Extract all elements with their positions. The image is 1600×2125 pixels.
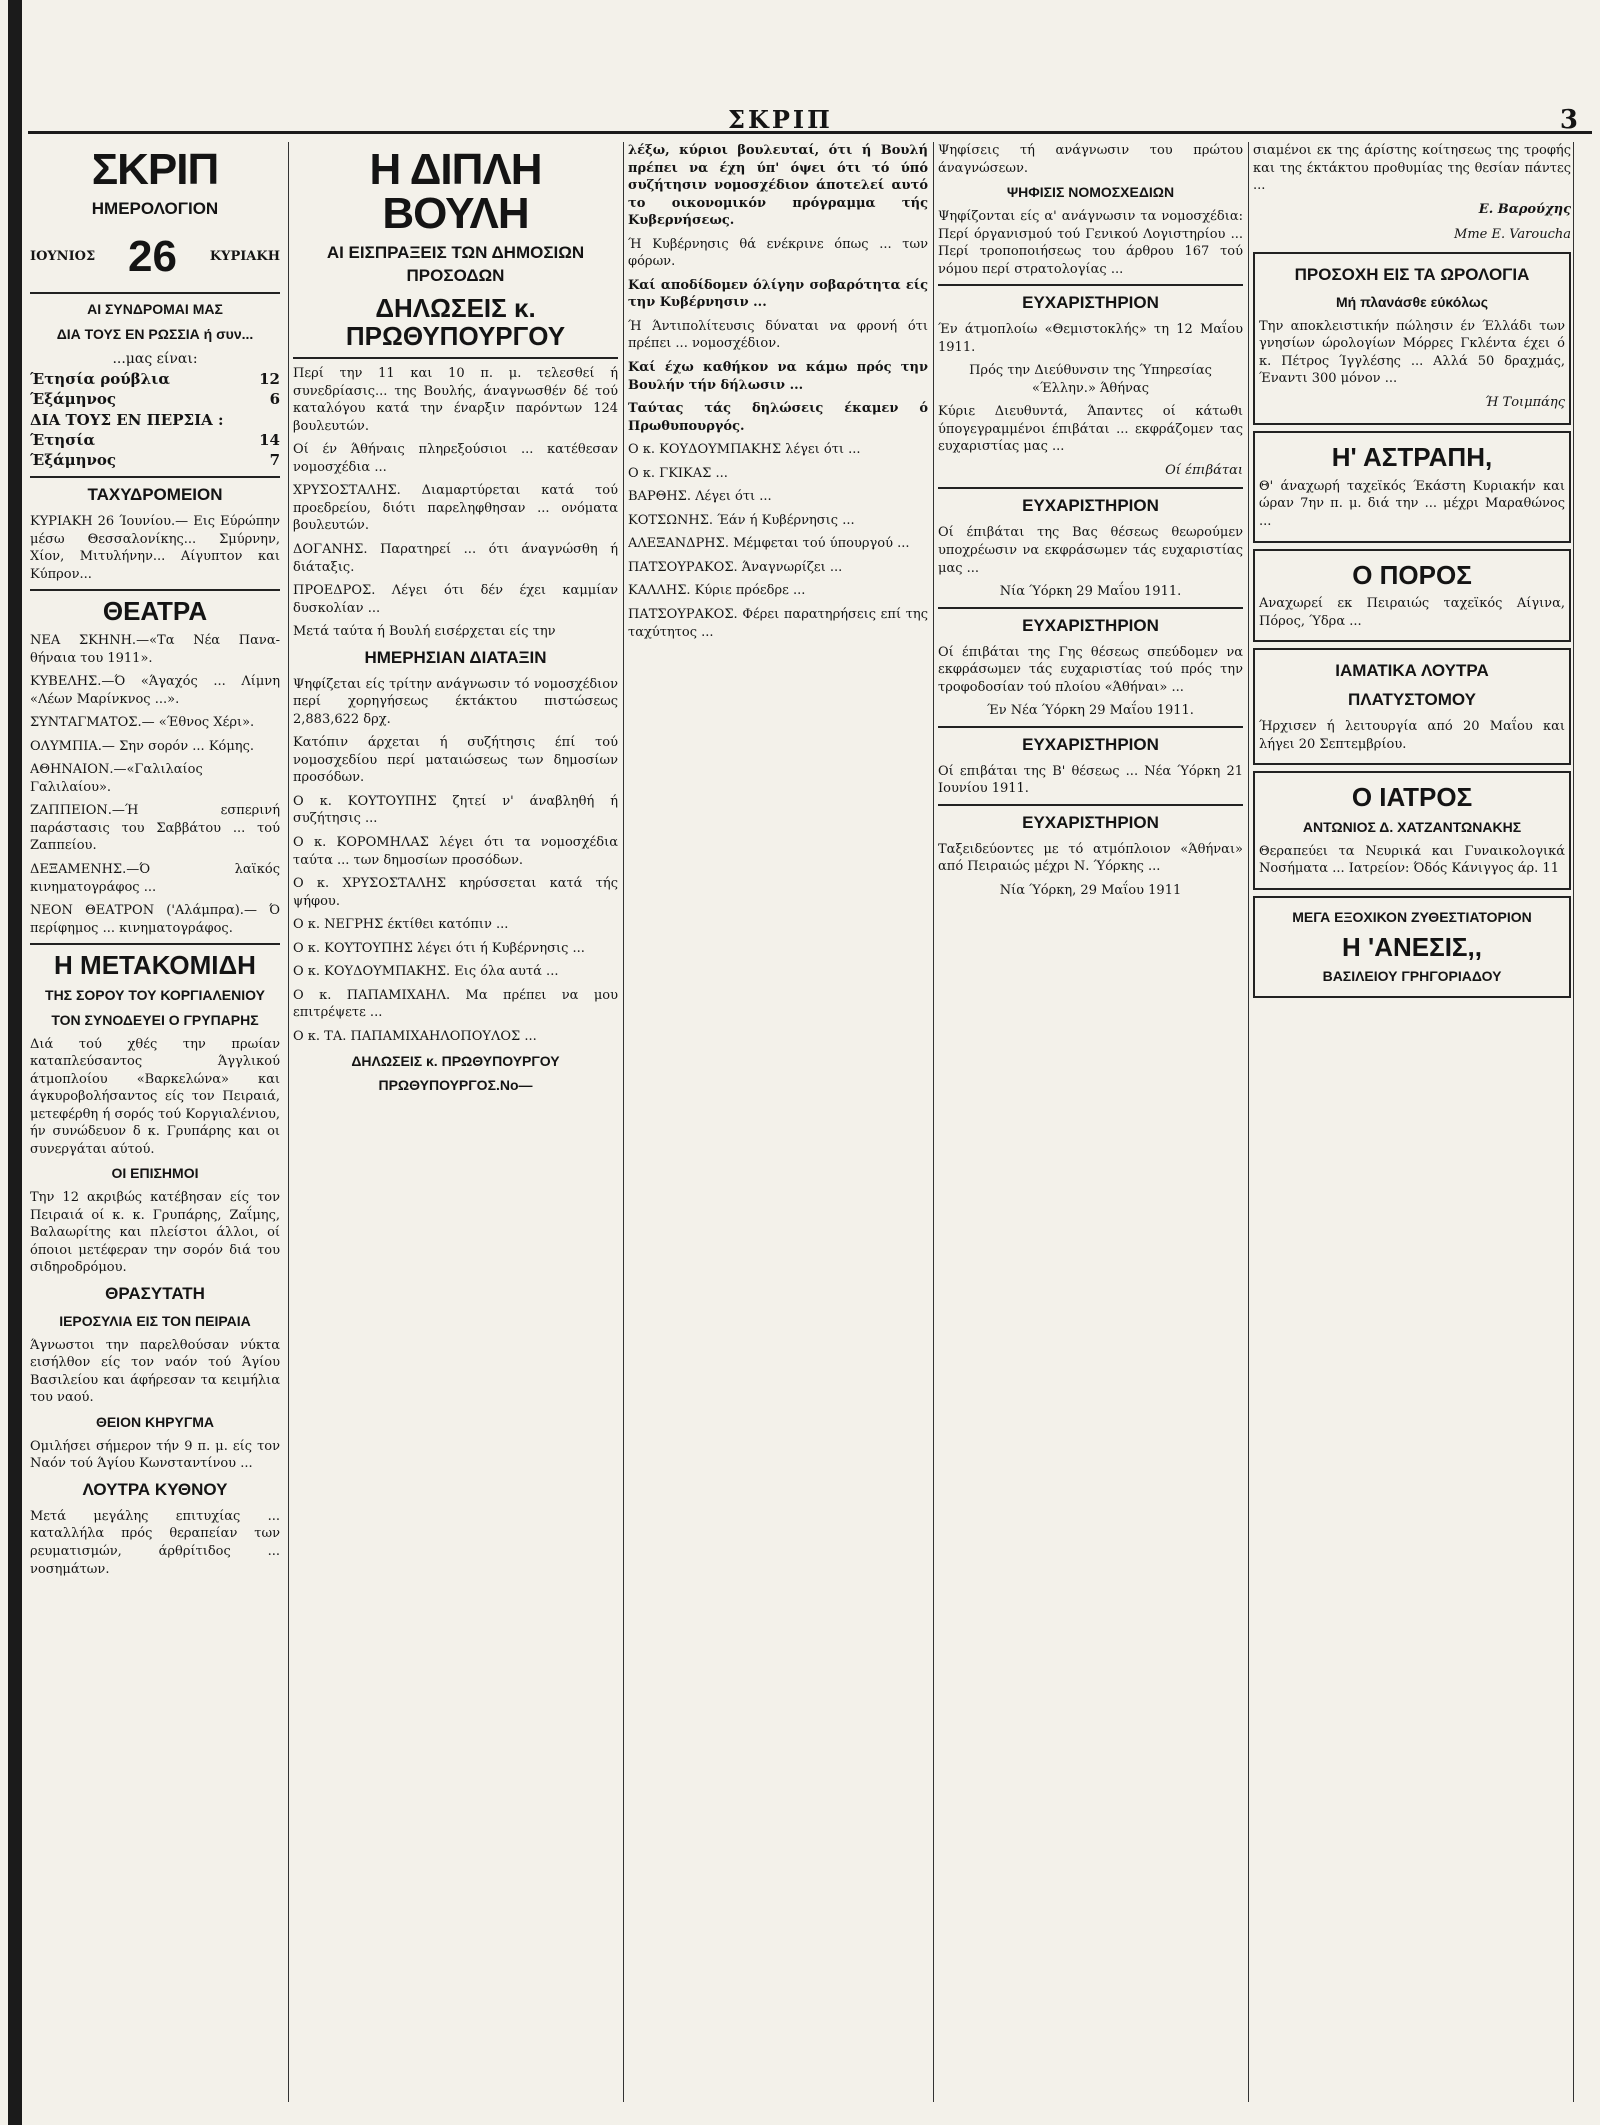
- shop-owner: ΒΑΣΙΛΕΙΟΥ ΓΡΗΓΟΡΙΑΔΟΥ: [1322, 968, 1502, 985]
- theatre-item: ΖΑΠΠΕΙΟΝ.—Ή εσπερινή παράστασις του Σαββάτου ... τού Ζαππείου.: [30, 803, 280, 854]
- column-divider: [1573, 142, 1574, 2102]
- theatre-item: ΑΘΗΝΑΙΟΝ.—«Γαλιλαίος Γαλιλαίου».: [30, 762, 203, 795]
- page-number: 3: [1559, 105, 1578, 135]
- article-paragraph: Οί έν Άθήναις πληρεξούσιοι ... κατέθεσαν νομοσχέδια ...: [293, 442, 618, 475]
- article-paragraph: Κατόπιν άρχεται ή συζήτησις έπί τού νομοσχεδίου περί ματαιώσεως των δημοσίων προσόδων.: [293, 735, 618, 786]
- shop-name: Η 'ΑΝΕΣΙΣ,,: [1342, 931, 1482, 962]
- astrapi-text: Θ' άναχωρή ταχεϊκός Έκάστη Κυριακήν και ώραν 7ην π. μ. διά την ... μέχρι Μαραθώνος ...: [1259, 478, 1565, 529]
- theatre-item: ΝΕΟΝ ΘΕΑΤΡΟΝ ('Αλάμπρα).— Ό περίφημος ... κινηματογράφος.: [30, 903, 280, 936]
- column-divider: [1248, 142, 1249, 2102]
- article-paragraph: ΧΡΥΣΟΣΤΑΛΗΣ. Διαμαρτύρεται κατά τού προεδρείου, διότι παρεληφθησαν ... ονόματα βουλευτών.: [293, 483, 618, 534]
- article-paragraph: ΚΑΛΛΗΣ. Κύριε πρόεδρε ...: [628, 583, 806, 599]
- divider: [30, 292, 280, 294]
- article-paragraph: Μετά ταύτα ή Βουλή εισέρχεται είς την: [293, 624, 556, 640]
- article-paragraph: ΠΡΟΕΔΡΟΣ. Λέγει ότι δέν έχει καμμίαν δυσκολίαν ...: [293, 583, 618, 616]
- theatre-item: ΝΕΑ ΣΚΗΝΗ.—«Τα Νέα Πανα-θήναια του 1911».: [30, 632, 280, 666]
- article-paragraph: Καί αποδίδομεν όλίγην σοβαρότητα είς την Κυβέρνησιν ...: [628, 277, 928, 311]
- post-head: ΤΑΧΥΔΡΟΜΕΙΟΝ: [87, 485, 223, 505]
- thanks-text: Κύριε Διευθυντά, Άπαντες οί κάτωθι ύπογεγραμμένοι έπιβάται ... εκφράζομεν τας ευχαριστίας μας ...: [938, 404, 1243, 455]
- watch-sign: Ή Τοιμπάης: [1484, 394, 1565, 410]
- divider: [938, 726, 1243, 728]
- theatre-item: ΣΥΝΤΑΓΜΑΤΟΣ.— «Έθνος Χέρι».: [30, 715, 255, 731]
- signature: Ε. Βαρούχης: [1478, 201, 1571, 217]
- column-divider: [623, 142, 624, 2102]
- post-text: ΚΥΡΙΑΚΗ 26 Ίουνίου.— Εις Εύρώπην μέσω Θεσσαλονίκης... Σμύρνην, Χίον, Μιτυλήνην... Αίγυπτον και Κύπρον...: [30, 514, 280, 582]
- thanks-to: Πρός την Διεύθυνσιν της Ύπηρεσίας «Έλλην.» Άθήνας: [969, 363, 1212, 396]
- audacity-subhead: ΙΕΡΟΣΥΛΙΑ ΕΙΣ ΤΟΝ ΠΕΙΡΑΙΑ: [59, 1312, 251, 1329]
- article-subhead: ΑΙ ΕΙΣΠΡΑΞΕΙΣ ΤΩΝ ΔΗΜΟΣΙΩΝ ΠΡΟΣΟΔΩΝ: [326, 243, 585, 285]
- watch-sub: Μή πλανάσθε εύκόλως: [1335, 293, 1488, 310]
- sub-row: [30, 389, 280, 409]
- sub-label: Έξάμηνος: [30, 451, 117, 469]
- sub-value: 12: [259, 370, 280, 388]
- sub-label: Έτησία ρούβλια: [30, 370, 170, 388]
- article-paragraph: Καί έχω καθήκον να κάμω πρός την Βουλήν τήν δήλωσιν ...: [628, 360, 928, 393]
- article-paragraph: ΠΑΤΣΟΥΡΑΚΟΣ. Άναγνωρίζει ...: [628, 559, 843, 575]
- masthead-rule: [28, 131, 1592, 134]
- baths-text: Μετά μεγάλης επιτυχίας ... καταλλήλα πρός θεραπείαν των ρευματισμών, άρθρίτιδος ... νοσημάτων.: [30, 1508, 280, 1577]
- sub-label: Έξάμηνος: [30, 390, 117, 409]
- audacity-text: Άγνωστοι την παρελθούσαν νύκτα εισήλθον είς τον ναόν τού Άγίου Βασιλείου και άφήρεσαν τα κειμήλια του ναού.: [30, 1337, 280, 1406]
- thanks-date: Νία Ύόρκη 29 Μαΐου 1911.: [999, 584, 1182, 600]
- divider: [938, 284, 1243, 286]
- officials-head: ΟΙ ΕΠΙΣΗΜΟΙ: [111, 1165, 199, 1182]
- thanks-text: Οί έπιβάται της Βας θέσεως θεωρούμεν υποχρέωσιν να εκφράσωμεν τάς ευχαριστίας μας ...: [938, 525, 1243, 576]
- doctor-text: Θεραπεύει τα Νευρικά και Γυναικολογικά Νοσήματα ... Ιατρείον: Όδός Κάνιγγος άρ. 11: [1259, 843, 1565, 877]
- bottom-head: ΔΗΛΩΣΕΙΣ κ. ΠΡΩΘΥΠΟΥΡΓΟΥ: [351, 1052, 560, 1069]
- sub-label: Έτησία: [30, 430, 96, 449]
- article-paragraph: Ή Άντιπολίτευσις δύναται να φρονή ότι πρέπει ... νομοσχέδιον.: [628, 318, 928, 352]
- article-paragraph: Ο κ. ΚΟΥΔΟΥΜΠΑΚΗΣ λέγει ότι ...: [628, 442, 861, 458]
- article-paragraph: ΠΑΤΣΟΥΡΑΚΟΣ. Φέρει παρατηρήσεις επί της ταχύτητος ...: [628, 607, 928, 640]
- thanks-head: ΕΥΧΑΡΙΣΤΗΡΙΟΝ: [1022, 496, 1159, 516]
- transfer-head: Η ΜΕΤΑΚΟΜΙΔΗ: [54, 950, 256, 981]
- theatre-item: ΟΛΥΜΠΙΑ.— Σην σορόν ... Κόμης.: [30, 738, 255, 754]
- thanks-head: ΕΥΧΑΡΙΣΤΗΡΙΟΝ: [1022, 734, 1159, 754]
- oporos-head: Ο ΠΟΡΟΣ: [1352, 559, 1472, 590]
- sermon-text: Ομιλήσει σήμερον τήν 9 π. μ. είς τον Ναόν τού Άγίου Κωνσταντίνου ...: [30, 1438, 280, 1472]
- article-paragraph: Ο κ. ΤΑ. ΠΑΠΑΜΙΧΑΗΛΟΠΟΥΛΟΣ ...: [293, 1028, 537, 1044]
- sub-row: [30, 430, 280, 450]
- thanks-text: Οί επιβάται της Β' θέσεως ... Νέα Ύόρκη 21 Ιουνίου 1911.: [938, 763, 1243, 797]
- sub-label: ΔΙΑ ΤΟΥΣ ΕΝ ΠΕΡΣΙΑ :: [30, 410, 224, 429]
- sub-value: 14: [259, 430, 280, 449]
- article-paragraph: Ο κ. ΚΟΥΔΟΥΜΠΑΚΗΣ. Εις όλα αυτά ...: [293, 964, 559, 980]
- watch-head: ΠΡΟΣΟΧΗ ΕΙΣ ΤΑ ΩΡΟΛΟΓΙΑ: [1294, 264, 1530, 284]
- column-divider: [288, 142, 289, 2102]
- baths-head: ΛΟΥΤΡΑ ΚΥΘΝΟΥ: [82, 1480, 228, 1499]
- thanks-text: Οί έπιβάται της Γης θέσεως σπεύδομεν να εκφράσωμεν τάς ευχαριστίας τού πρός την τροφοδοσίαν τού πλοίου «Άθήναι» ...: [938, 644, 1243, 695]
- sub-row: [30, 410, 280, 430]
- binding-edge: [8, 0, 22, 2125]
- sub-value: 7: [269, 451, 280, 469]
- subscriptions-sub: ΔΙΑ ΤΟΥΣ ΕΝ ΡΩΣΣΙΑ ή συν...: [56, 326, 254, 343]
- day-number: 26: [128, 231, 177, 281]
- article-paragraph: Ο κ. ΠΑΠΑΜΙΧΑΗΛ. Μα πρέπει να μου επιτρέψετε ...: [293, 987, 618, 1021]
- divider: [938, 607, 1243, 609]
- astrapi-head: Η' ΑΣΤΡΑΠΗ,: [1331, 442, 1493, 473]
- top-text: Ψηφίσεις τή ανάγνωσιν του πρώτου άναγνώσεων.: [938, 143, 1243, 176]
- divider: [938, 804, 1243, 806]
- article-paragraph: Ο κ. ΚΟΥΤΟΥΠΗΣ λέγει ότι ή Κυβέρνησις ...: [293, 940, 585, 956]
- doctor-head: Ο ΙΑΤΡΟΣ: [1351, 782, 1473, 813]
- calendar-label: ΗΜΕΡΟΛΟΓΙΟΝ: [91, 199, 219, 218]
- divider: [30, 476, 280, 478]
- article-paragraph: ΚΟΤΣΩΝΗΣ. Έάν ή Κυβέρνησις ...: [628, 512, 855, 528]
- article-paragraph: Ο κ. ΓΚΙΚΑΣ ...: [628, 465, 728, 481]
- top-text: σιαμένοι εκ της άρίστης κοίτησεως της τροφής και της έκτάκτου προθυμίας της θεσίαν πάντες ...: [1253, 143, 1571, 194]
- thanks-place: Έν άτμοπλοίω «Θεμιστοκλής» τη 12 Μαΐου 1911.: [938, 322, 1243, 355]
- article-paragraph: Ο κ. ΧΡΥΣΟΣΤΑΛΗΣ κηρύσσεται κατά τής ψήφου.: [293, 876, 618, 909]
- shop-head: ΜΕΓΑ ΕΞΟΧΙΚΟΝ ΖΥΘΕΣΤΙΑΤΟΡΙΟΝ: [1292, 908, 1532, 925]
- theatre-item: ΚΥΒΕΛΗΣ.—Ό «Άγαχός ... Λίμνη «Λέων Μαρίνκνος ...».: [30, 674, 280, 707]
- article-paragraph: Ψηφίζεται είς τρίτην ανάγνωσιν τό νομοσχέδιον περί χορηγήσεως έκτάκτου πιστώσεως 2,883,622 δρχ.: [293, 676, 618, 727]
- subscriptions-sub2: ...μας είναι:: [112, 351, 198, 368]
- column-4: [938, 142, 1243, 2102]
- column-divider: [933, 142, 934, 2102]
- article-paragraph: Ο κ. ΚΟΡΟΜΗΛΑΣ λέγει ότι τα νομοσχέδια ταύτα ... των δημοσίων προσόδων.: [293, 835, 618, 868]
- doctor-name: ΑΝΤΩΝΙΟΣ Δ. ΧΑΤΖΑΝΤΩΝΑΚΗΣ: [1302, 818, 1522, 835]
- divider: [293, 357, 618, 359]
- column-6-content: [1258, 142, 1568, 2102]
- baths-head2: ΠΛΑΤΥΣΤΟΜΟΥ: [1348, 690, 1476, 710]
- newspaper-page: [8, 0, 1592, 2125]
- oporos-text: Αναχωρεί εκ Πειραιώς ταχεϊκός Αίγινα, Πόρος, Ύδρα ...: [1259, 596, 1565, 629]
- thanks-head: ΕΥΧΑΡΙΣΤΗΡΙΟΝ: [1022, 293, 1159, 313]
- baths-text: Ήρχισεν ή λειτουργία από 20 Μαΐου και λήγει 20 Σεπτεμβρίου.: [1259, 719, 1565, 752]
- thanks-head: ΕΥΧΑΡΙΣΤΗΡΙΟΝ: [1022, 615, 1159, 635]
- paper-title: ΣΚΡΙΠ: [91, 145, 219, 194]
- divider: [30, 589, 280, 591]
- order-head: ΗΜΕΡΗΣΙΑΝ ΔΙΑΤΑΞΙΝ: [364, 647, 547, 667]
- date-row: [30, 227, 280, 286]
- article-paragraph: λέξω, κύριοι βουλευταί, ότι ή Βουλή πρέπει να έχη ύπ' όψει ότι τό ύπό συζήτησιν νομοσχέδιον άποτελεί αυτό το οικονομικόν πρόγραμμα τής Κυβερνήσεως.: [628, 143, 928, 229]
- transfer-subhead: ΤΟΝ ΣΥΝΟΔΕΥΕΙ Ο ΓΡΥΠΑΡΗΣ: [51, 1011, 259, 1028]
- article-paragraph: ΑΛΕΞΑΝΔΡΗΣ. Μέμφεται τού ύπουργού ...: [628, 536, 910, 552]
- transfer-subhead: ΤΗΣ ΣΟΡΟΥ ΤΟΥ ΚΟΡΓΙΑΛΕΝΙΟΥ: [45, 986, 265, 1003]
- masthead-title: ΣΚΡΙΠ: [728, 105, 833, 134]
- votes-head: ΨΗΦΙΣΙΣ ΝΟΜΟΣΧΕΔΙΩΝ: [1006, 184, 1175, 201]
- thanks-date: Έν Νέα Ύόρκη 29 Μαΐου 1911.: [987, 703, 1194, 719]
- article-paragraph: Ταύτας τάς δηλώσεις έκαμεν ό Πρωθυπουργός.: [628, 401, 928, 434]
- sub-value: 6: [269, 390, 280, 409]
- article-paragraph: ΒΑΡΘΗΣ. Λέγει ότι ...: [628, 489, 772, 505]
- signature-latin: Mme E. Varoucha: [1454, 227, 1571, 243]
- masthead: [28, 105, 1592, 135]
- column-3: [628, 142, 928, 2102]
- subscriptions-head: ΑΙ ΣΥΝΔΡΟΜΑΙ ΜΑΣ: [87, 301, 223, 318]
- article-paragraph: Ο κ. ΝΕΓΡΗΣ έκτίθει κατόπιν ...: [293, 917, 509, 933]
- article-paragraph: Ή Κυβέρνησις θά ενέκρινε όπως ... των φόρων.: [628, 236, 928, 270]
- divider: [938, 487, 1243, 489]
- month: ΙΟΥΝΙΟΣ: [30, 248, 96, 264]
- column-2: [293, 142, 618, 2102]
- audacity-head: ΘΡΑΣΥΤΑΤΗ: [105, 1284, 205, 1303]
- article-paragraph: ΔΟΓΑΝΗΣ. Παρατηρεί ... ότι άναγνώσθη ή διάταξις.: [293, 541, 618, 575]
- transfer-text: Διά τού χθές την πρωίαν καταπλεύσαντος Άγγλικού άτμοπλοίου «Βαρκελώνα» και άγκυροβολήσαντος είς τον Πειραιά, μετεφέρθη ή σορός τού Κοργιαλένιου, ήν συνώδευον δ κ. Γρυπάρης και οι συνεργάται αύτού.: [30, 1036, 280, 1157]
- sub-row: [30, 450, 280, 470]
- column-1: [30, 142, 280, 2102]
- bottom-line: ΠΡΩΘΥΠΟΥΡΓΟΣ.Νο—: [378, 1077, 533, 1094]
- divider: [30, 943, 280, 945]
- sub-row: [30, 369, 280, 389]
- article-paragraph: Περί την 11 και 10 π. μ. τελεσθεί ή συνεδρίασις... της Βουλής, άναγνωσθέν δέ τού καταλόγου κατά την έναρξιν παρόντων 124 βουλευτών.: [293, 366, 618, 434]
- watch-text: Την αποκλειστικήν πώλησιν έν Έλλάδι των γνησίων ώρολογίων Μόρρες Γκλέντα έχει ό κ. Πέτρος Ίγγλέσης ... Αλλά 50 δραχμάς, Έναντι 300 μόνον ...: [1259, 318, 1565, 387]
- article-headline: Η ΔΙΠΛΗ ΒΟΥΛΗ: [369, 145, 542, 238]
- article-subhead: ΔΗΛΩΣΕΙΣ κ. ΠΡΩΘΥΠΟΥΡΓΟΥ: [345, 292, 566, 352]
- baths-head: ΙΑΜΑΤΙΚΑ ΛΟΥΤΡΑ: [1335, 661, 1489, 681]
- theatres-head: ΘΕΑΤΡΑ: [102, 596, 208, 627]
- article-paragraph: Ο κ. ΚΟΥΤΟΥΠΗΣ ζητεί ν' άναβληθή ή συζήτησις ...: [293, 793, 618, 827]
- thanks-sign: Οί έπιβάται: [1165, 462, 1243, 478]
- thanks-text: Ταξειδεύοντες με τό ατμόπλοιον «Άθήναι» από Πειραιώς μέχρι Ν. Ύόρκης ...: [938, 841, 1243, 875]
- thanks-date: Νία Ύόρκη, 29 Μαΐου 1911: [999, 882, 1182, 898]
- thanks-head: ΕΥΧΑΡΙΣΤΗΡΙΟΝ: [1022, 812, 1159, 832]
- votes-text: Ψηφίζονται είς α' ανάγνωσιν τα νομοσχέδια: Περί όργανισμού τού Γενικού Λογιστηρίου ... Περί τροποποιήσεως του άρθρου 167 τού νόμου περί στρατολογίας ...: [938, 208, 1243, 277]
- weekday: ΚΥΡΙΑΚΗ: [209, 248, 280, 264]
- sermon-head: ΘΕΙΟΝ ΚΗΡΥΓΜΑ: [95, 1414, 215, 1431]
- officials-text: Την 12 ακριβώς κατέβησαν είς τον Πειραιά οί κ. κ. Γρυπάρης, Ζαΐμης, Βαλαωρίτης και πλείστοι άλλοι, οί όποιοι μετέφεραν την σορόν διά του σιδηροδρόμου.: [30, 1190, 280, 1276]
- theatre-item: ΔΕΞΑΜΕΝΗΣ.—Ό λαϊκός κινηματογράφος ...: [30, 861, 280, 895]
